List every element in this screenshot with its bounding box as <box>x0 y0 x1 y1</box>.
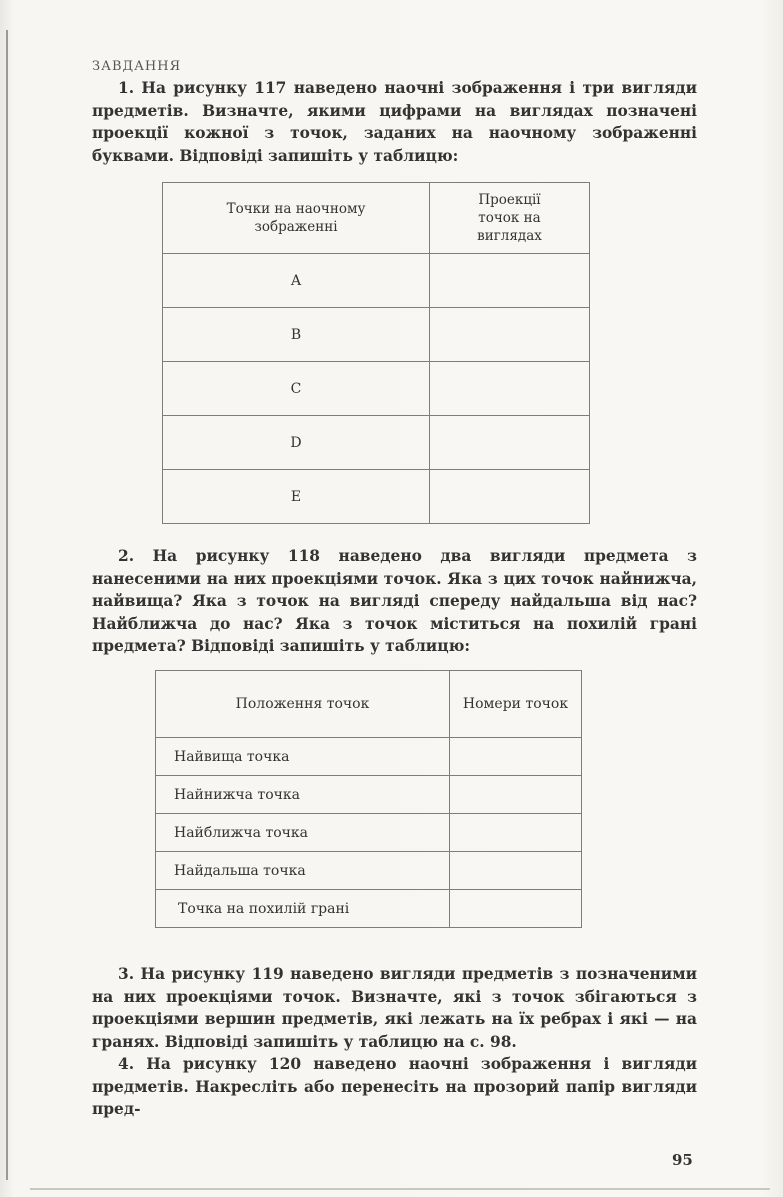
task-3-text: 3. На рисунку 119 наведено вигляди предметів з позначеними на них проекціями точок. Визначте, які з точок збігаються з проекціями вершин предметів, які лежать на їх ребрах і які — на гранях. Відповіді запишіть у таблицю на с. 98. <box>92 965 697 1051</box>
table-cell-point: A <box>163 254 430 308</box>
task-4-text: 4. На рисунку 120 наведено наочні зображення і вигляди предметів. Накресліть або перенесіть на прозорий папір вигляди пред- <box>92 1055 697 1118</box>
table-row <box>163 254 590 308</box>
page-number: 95 <box>672 1151 693 1169</box>
table-cell-point: E <box>163 470 430 524</box>
task-1-text: 1. На рисунку 117 наведено наочні зображення і три вигляди предметів. Визначте, якими цифрами на виглядах позначені проекції кожної з точок, заданих на наочному зображенні буквами. Відповіді запишіть у таблицю: <box>92 79 697 165</box>
table-points-projections <box>162 182 590 524</box>
table-cell-answer[interactable] <box>450 852 582 890</box>
table-row <box>163 470 590 524</box>
page-bottom-edge <box>30 1188 770 1190</box>
table-header-cell: Номери точок <box>450 671 582 738</box>
table-row <box>156 890 582 928</box>
table-cell-position: Найвища точка <box>156 738 450 776</box>
table-cell-answer[interactable] <box>450 890 582 928</box>
table-cell-point: B <box>163 308 430 362</box>
table-cell-answer[interactable] <box>450 776 582 814</box>
task-2-text: 2. На рисунку 118 наведено два вигляди предмета з нанесеними на них проекціями точок. Яка з цих точок найнижча, найвища? Яка з точок на вигляді спереду найдальша від нас? Найближча до нас? Яка з точок міститься на похилій грані предмета? Відповіді запишіть у таблицю: <box>92 547 697 655</box>
table-row <box>156 776 582 814</box>
table-cell-position: Найближча точка <box>156 814 450 852</box>
table-header-cell: Проекції точок на виглядах <box>430 183 590 254</box>
table-row <box>156 852 582 890</box>
table-row <box>163 308 590 362</box>
table-header-cell: Положення точок <box>156 671 450 738</box>
table-cell-answer[interactable] <box>450 814 582 852</box>
table-cell-answer[interactable] <box>430 416 590 470</box>
table-cell-answer[interactable] <box>450 738 582 776</box>
table-cell-position: Найдальша точка <box>156 852 450 890</box>
table-row <box>156 814 582 852</box>
table-row <box>156 738 582 776</box>
table-cell-point: C <box>163 362 430 416</box>
table-row <box>163 416 590 470</box>
table-header-row <box>156 671 582 738</box>
table-cell-point: D <box>163 416 430 470</box>
table-row <box>163 362 590 416</box>
table-cell-answer[interactable] <box>430 254 590 308</box>
table-header-row <box>163 183 590 254</box>
table-header-cell: Точки на наочному зображенні <box>163 183 430 254</box>
table-cell-position: Точка на похилій грані <box>156 890 450 928</box>
table-cell-position: Найнижча точка <box>156 776 450 814</box>
page-binding-edge <box>6 30 8 1180</box>
table-cell-answer[interactable] <box>430 308 590 362</box>
table-cell-answer[interactable] <box>430 362 590 416</box>
section-heading: ЗАВДАННЯ <box>92 59 182 74</box>
table-cell-answer[interactable] <box>430 470 590 524</box>
table-point-positions <box>155 670 582 928</box>
